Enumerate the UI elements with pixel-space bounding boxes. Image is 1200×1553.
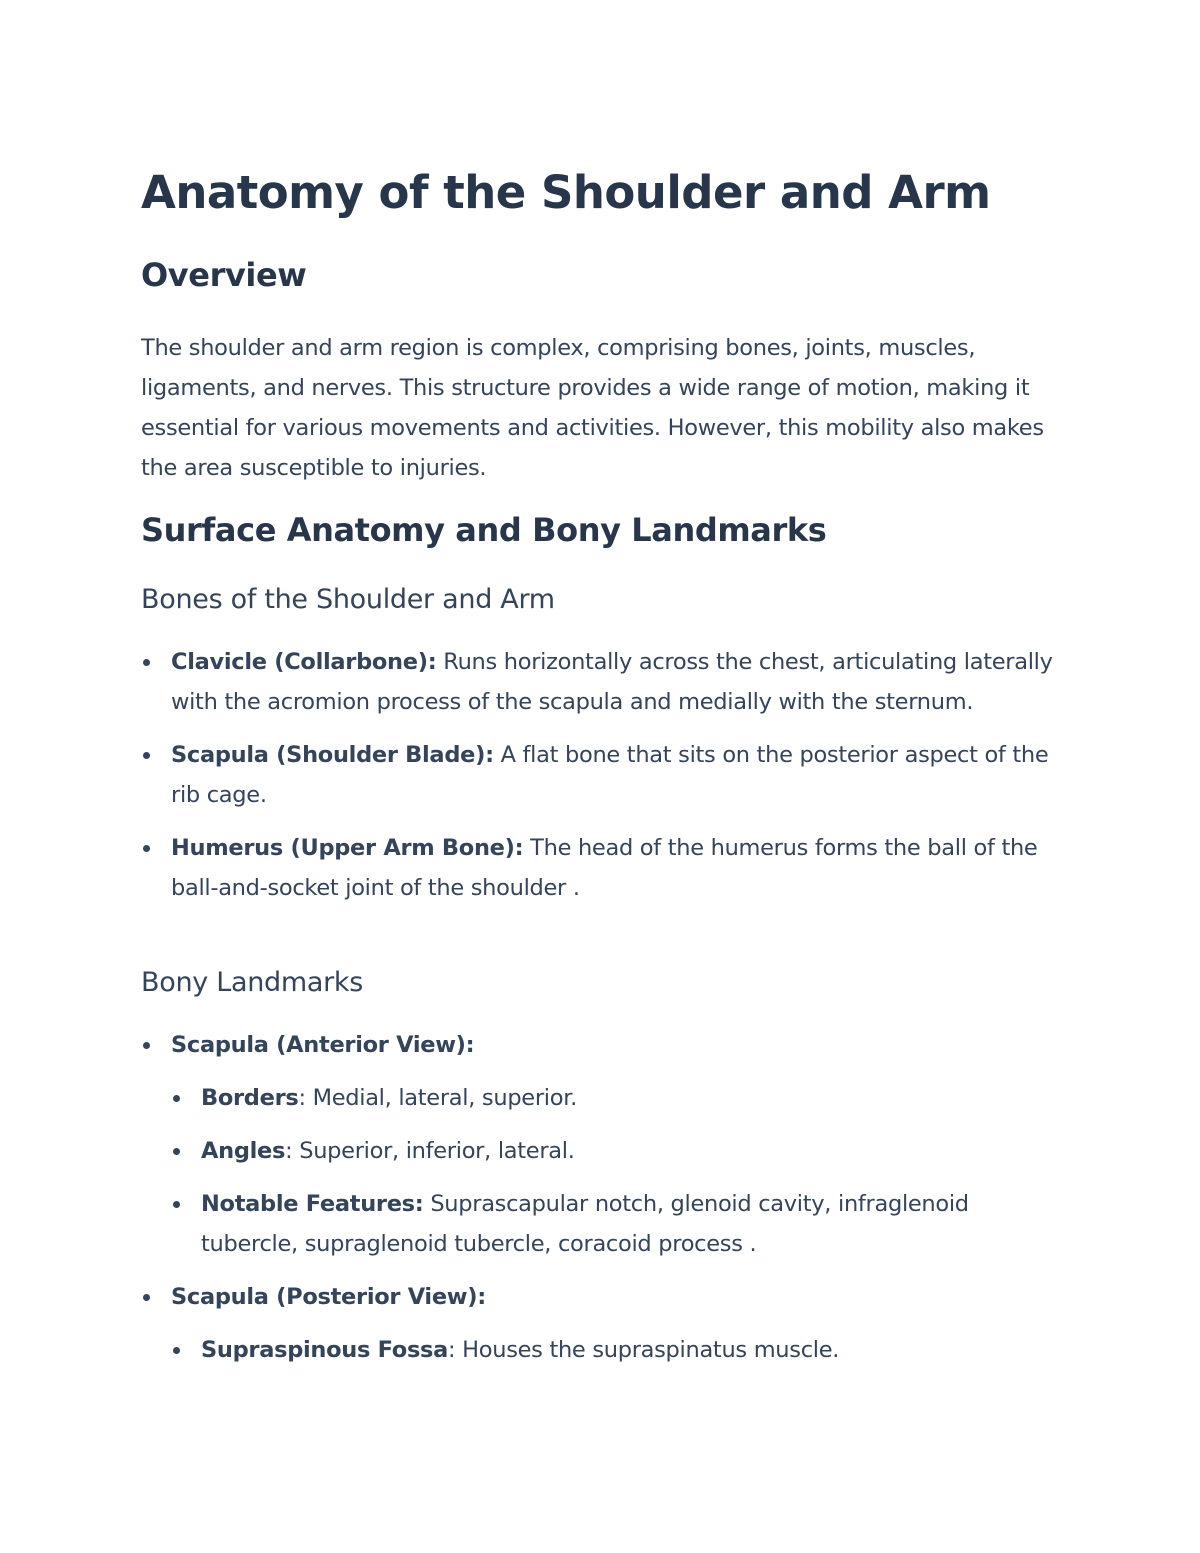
list-item-notable-features [141,1184,1071,1264]
term-scapula-posterior: Scapula (Posterior View): [171,1284,486,1310]
bullet-icon [143,1294,150,1301]
term-angles: Angles [201,1138,286,1164]
bones-list [141,642,1071,908]
term-humerus: Humerus (Upper Arm Bone): [171,835,524,861]
landmarks-list [141,1025,1071,1370]
term-supraspinous-fossa: Supraspinous Fossa [201,1337,449,1363]
bony-landmarks-heading: Bony Landmarks [141,967,364,998]
bullet-icon [173,1347,180,1354]
list-item-borders [141,1078,1071,1118]
overview-paragraph: The shoulder and arm region is complex, comprising bones, joints, muscles, ligaments, and nerves. This structure provides a wide range of motion, making it essential for various movements and activities. However, this mobility also makes the area susceptible to injuries. [141,335,1044,481]
bullet-icon [143,752,150,759]
desc-humerus: The head of the humerus forms the ball of the ball-and-socket joint of the shoulder . [171,835,1038,901]
bullet-icon [173,1201,180,1208]
list-item-supraspinous-fossa [141,1330,1071,1370]
surface-anatomy-heading: Surface Anatomy and Bony Landmarks [141,511,827,549]
page-title: Anatomy of the Shoulder and Arm [141,166,991,219]
overview-heading: Overview [141,256,307,294]
term-borders: Borders [201,1085,299,1111]
bullet-icon [143,1042,150,1049]
list-item-scapula-anterior [141,1025,1071,1065]
list-item-scapula-posterior [141,1277,1071,1317]
desc-supraspinous-fossa: : Houses the supraspinatus muscle. [448,1337,840,1363]
term-scapula: Scapula (Shoulder Blade): [171,742,494,768]
list-item-angles [141,1131,1071,1171]
desc-clavicle: Runs horizontally across the chest, articulating laterally with the acromion process of the scapula and medially with the sternum. [171,649,1053,715]
bullet-icon [173,1148,180,1155]
desc-angles: : Superior, inferior, lateral. [285,1138,575,1164]
bones-heading: Bones of the Shoulder and Arm [141,584,555,615]
list-item-scapula [141,735,1071,815]
bullet-icon [143,845,150,852]
list-item-humerus [141,828,1071,908]
desc-notable-features: Suprascapular notch, glenoid cavity, infraglenoid tubercle, supraglenoid tubercle, coracoid process . [201,1191,969,1257]
bullet-icon [143,659,150,666]
term-notable-features: Notable Features: [201,1191,424,1217]
desc-borders: : Medial, lateral, superior. [298,1085,577,1111]
list-item-clavicle [141,642,1071,722]
bullet-icon [173,1095,180,1102]
desc-scapula: A flat bone that sits on the posterior aspect of the rib cage. [171,742,1049,808]
term-scapula-anterior: Scapula (Anterior View): [171,1032,475,1058]
term-clavicle: Clavicle (Collarbone): [171,649,437,675]
